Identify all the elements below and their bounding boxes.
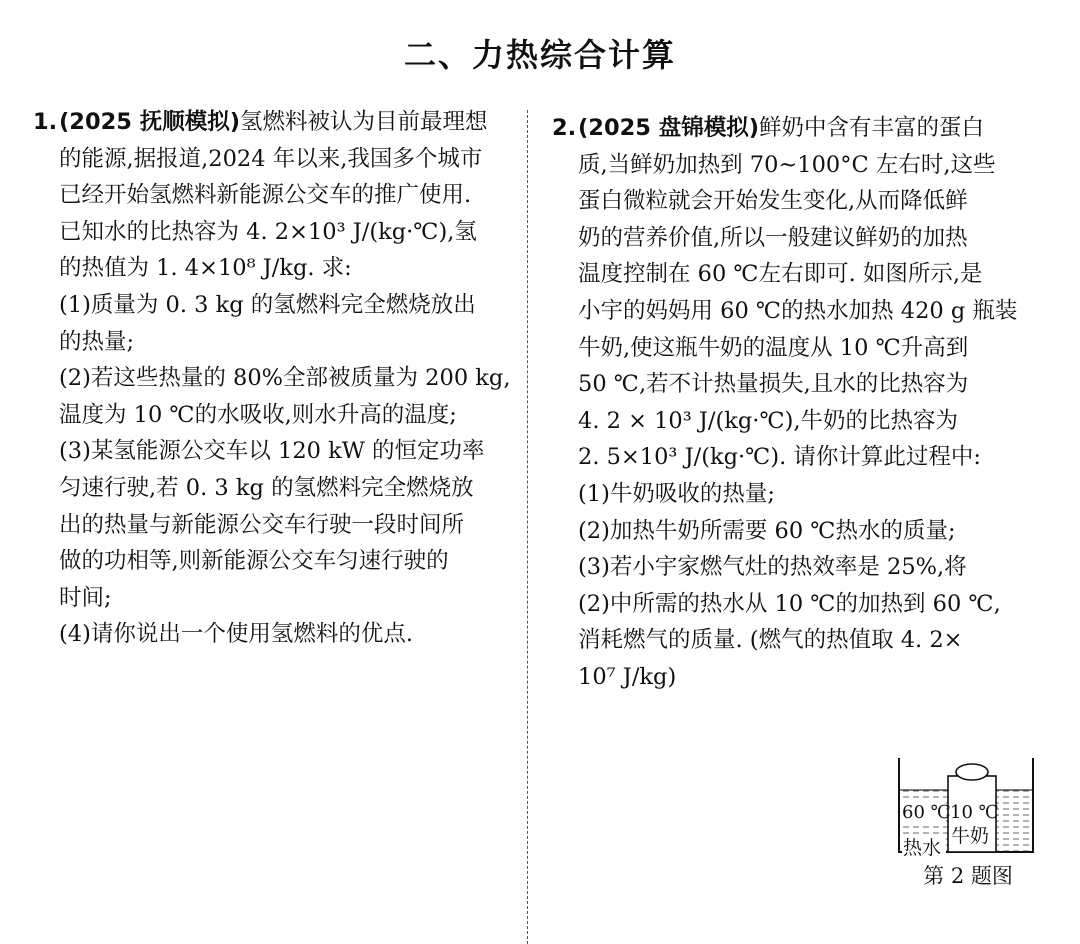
- question-text-line: 2. 5×10³ J/(kg·℃). 请你计算此过程中:: [578, 444, 981, 471]
- sub-question-1: [33, 287, 523, 360]
- sub-question-line: (3)若小宇家燃气灶的热效率是 25%,将: [578, 554, 967, 581]
- sub-question-4: [33, 616, 523, 653]
- section-title: 二、力热综合计算: [403, 36, 676, 74]
- sub-question-line: (3)某氢能源公交车以 120 kW 的恒定功率: [59, 438, 485, 465]
- question-number: 2.: [552, 115, 577, 141]
- question-text-line: 牛奶,使这瓶牛奶的温度从 10 ℃升高到: [578, 334, 969, 361]
- question-text-line: 的热值为 1. 4×10⁸ J/kg. 求:: [59, 255, 352, 282]
- question-text-line: 小宇的妈妈用 60 ℃的热水加热 420 g 瓶装: [578, 297, 1018, 324]
- question-2: [552, 110, 1047, 696]
- sub-question-3: [552, 549, 1047, 695]
- question-text-line: 鲜奶中含有丰富的蛋白: [759, 115, 985, 141]
- question-1: [33, 104, 523, 653]
- question-source: (2025 抚顺模拟): [59, 109, 241, 135]
- question-number: 1.: [33, 109, 58, 135]
- question-text-line: 奶的营养价值,所以一般建议鲜奶的加热: [578, 224, 968, 251]
- question-text-line: 氢燃料被认为目前最理想: [240, 109, 488, 135]
- question-text-line: 50 ℃,若不计热量损失,且水的比热容为: [578, 371, 969, 398]
- sub-question-line: 10⁷ J/kg): [578, 663, 677, 690]
- sub-question-line: 时间;: [59, 584, 112, 611]
- figure-caption: 第 2 题图: [923, 864, 1013, 888]
- water-label: 热水: [903, 837, 942, 858]
- sub-question-3: [33, 433, 523, 616]
- sub-question-2: [552, 513, 1047, 550]
- bottle-cap: [956, 764, 988, 780]
- sub-question-line: (2)若这些热量的 80%全部被质量为 200 kg,: [59, 365, 511, 392]
- sub-question-line: (2)加热牛奶所需要 60 ℃热水的质量;: [578, 517, 956, 544]
- sub-question-line: (2)中所需的热水从 10 ℃的加热到 60 ℃,: [578, 590, 1001, 617]
- water-temp-label: 60 ℃: [902, 802, 951, 823]
- question-source: (2025 盘锦模拟): [578, 115, 760, 141]
- sub-question-line: 做的功相等,则新能源公交车匀速行驶的: [59, 548, 449, 575]
- sub-question-line: 匀速行驶,若 0. 3 kg 的氢燃料完全燃烧放: [59, 474, 474, 501]
- sub-question-line: 的热量;: [59, 328, 135, 355]
- milk-label: 牛奶: [951, 825, 990, 847]
- sub-question-line: (1)质量为 0. 3 kg 的氢燃料完全燃烧放出: [59, 291, 476, 318]
- sub-question-2: [33, 360, 523, 433]
- milk-heating-figure: [893, 758, 1043, 858]
- question-text-line: 质,当鲜奶加热到 70~100°C 左右时,这些: [578, 151, 996, 178]
- sub-question-1: [552, 476, 1047, 513]
- column-divider: [527, 110, 528, 944]
- question-text-line: 4. 2 × 10³ J/(kg·℃),牛奶的比热容为: [578, 407, 959, 434]
- sub-question-line: 温度为 10 ℃的水吸收,则水升高的温度;: [59, 401, 457, 428]
- question-text-line: 的能源,据报道,2024 年以来,我国多个城市: [59, 145, 483, 172]
- milk-temp-label: 10 ℃: [950, 802, 999, 823]
- question-text-line: 已经开始氢燃料新能源公交车的推广使用.: [59, 182, 472, 209]
- question-text-line: 蛋白微粒就会开始发生变化,从而降低鲜: [578, 188, 968, 215]
- sub-question-line: 出的热量与新能源公交车行驶一段时间所: [59, 511, 465, 538]
- sub-question-line: 消耗燃气的质量. (燃气的热值取 4. 2×: [578, 627, 963, 654]
- sub-question-line: (1)牛奶吸收的热量;: [578, 480, 775, 507]
- question-text-line: 已知水的比热容为 4. 2×10³ J/(kg·℃),氢: [59, 218, 477, 245]
- sub-question-line: (4)请你说出一个使用氢燃料的优点.: [59, 621, 414, 648]
- question-text-line: 温度控制在 60 ℃左右即可. 如图所示,是: [578, 261, 983, 288]
